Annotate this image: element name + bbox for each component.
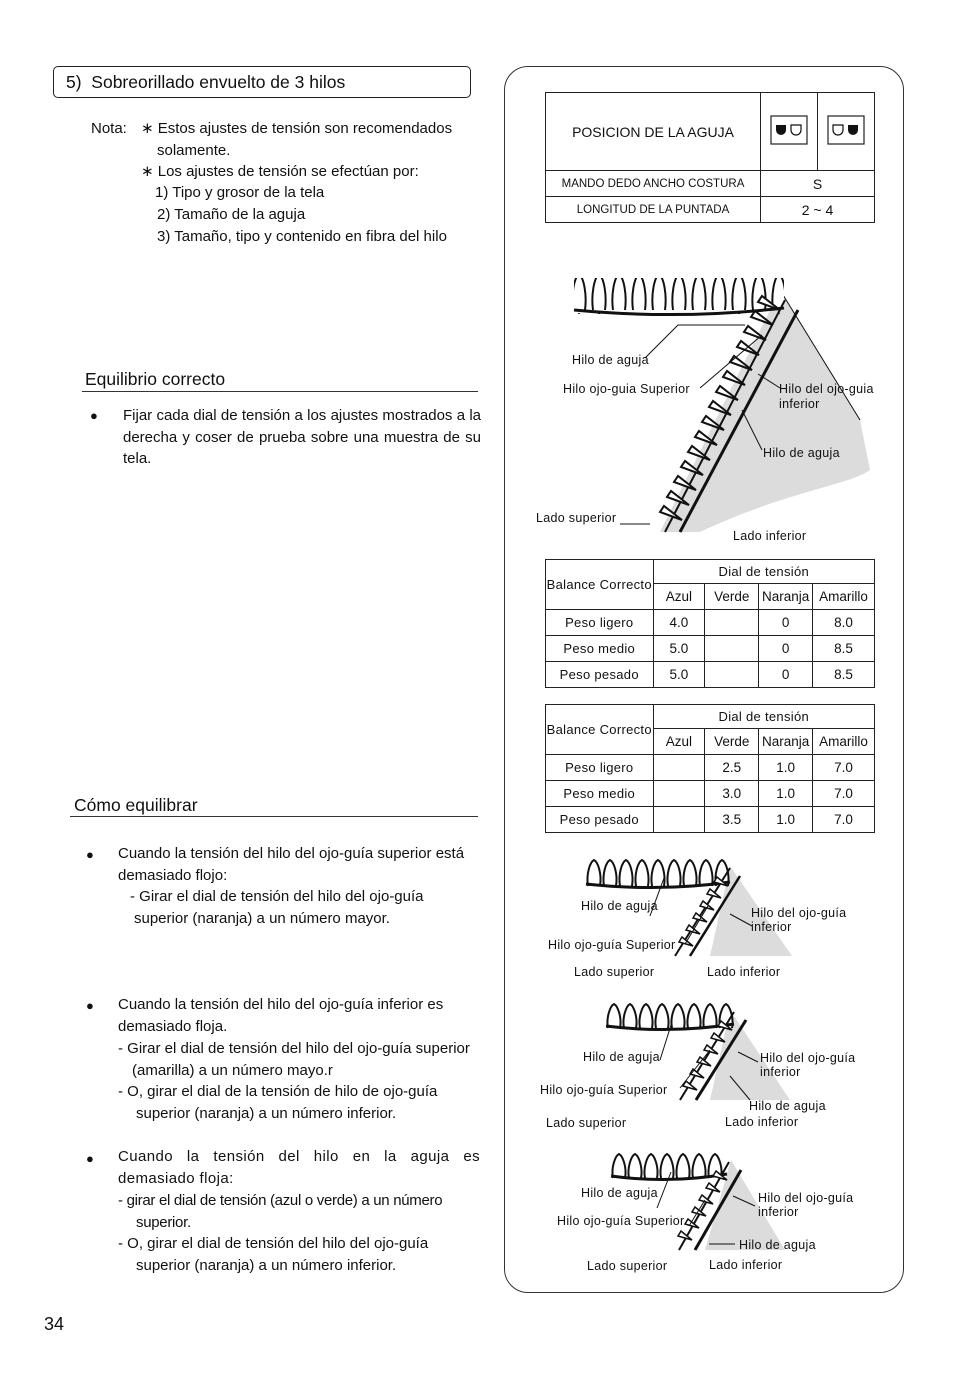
como-item-1-text: Cuando la tensión del hilo del ojo-guía superior está demasiado flojo: xyxy=(118,845,465,884)
s3-label-lado-inferior: Lado inferior xyxy=(709,1258,783,1272)
t2-r1-naranja: 1.0 xyxy=(759,755,813,781)
nota-line-4: 1) Tipo y grosor de la tela xyxy=(155,184,325,201)
needle-left-icon xyxy=(770,115,808,145)
pos-row-1-value: S xyxy=(761,171,875,197)
como-item-3-sub-1: - girar el dial de tensión (azul o verde) a un número superior. xyxy=(118,1192,443,1231)
t1-col-verde: Verde xyxy=(705,584,759,610)
tension-table-1 xyxy=(545,559,875,688)
s2-label-ojo-inferior-1: Hilo del ojo-guía xyxy=(760,1051,856,1065)
t2-r3-amarillo: 7.0 xyxy=(813,807,875,833)
bullet-icon: ● xyxy=(86,998,94,1013)
t2-r1-verde: 2.5 xyxy=(705,755,759,781)
main-label-ojo-superior: Hilo ojo-guia Superior xyxy=(563,382,690,396)
s2-label-ojo-inferior-2: inferior xyxy=(760,1065,801,1079)
main-label-lado-superior: Lado superior xyxy=(536,511,617,525)
pos-row-2-value: 2 ~ 4 xyxy=(761,197,875,223)
como-item-3-sub-2: - O, girar el dial de tensión del hilo del ojo-guía superior (naranja) a un número inferior. xyxy=(118,1235,429,1274)
main-label-hilo-aguja-top: Hilo de aguja xyxy=(572,353,649,367)
tension-table-2 xyxy=(545,704,875,833)
s2-label-hilo-aguja-2: Hilo de aguja xyxy=(749,1099,826,1113)
s3-label-ojo-superior: Hilo ojo-guía Superior xyxy=(557,1214,685,1228)
s1-label-hilo-aguja: Hilo de aguja xyxy=(581,899,658,913)
t1-row-1-label: Peso ligero xyxy=(546,610,654,636)
pos-row-1-label: MANDO DEDO ANCHO COSTURA xyxy=(546,171,761,197)
t2-row-1-label: Peso ligero xyxy=(546,755,654,781)
t2-col-naranja: Naranja xyxy=(759,729,813,755)
needle-right-icon xyxy=(827,115,865,145)
t2-col-amarillo: Amarillo xyxy=(813,729,875,755)
s1-label-lado-inferior: Lado inferior xyxy=(707,965,781,979)
t2-r2-amarillo: 7.0 xyxy=(813,781,875,807)
nota-line-1: ∗ Estos ajustes de tensión son recomendados xyxy=(141,120,453,137)
como-item-3-text: Cuando la tensión del hilo en la aguja es demasiado floja: xyxy=(118,1148,480,1187)
main-label-ojo-inferior-2: inferior xyxy=(779,397,820,411)
s3-label-lado-superior: Lado superior xyxy=(587,1259,668,1273)
s1-label-ojo-superior: Hilo ojo-guía Superior xyxy=(548,938,676,952)
section-number: 5) xyxy=(66,72,82,92)
t2-header-left: Balance Correcto xyxy=(546,705,654,755)
s1-label-ojo-inferior-2: inferior xyxy=(751,920,792,934)
t1-col-azul: Azul xyxy=(653,584,705,610)
needle-left-cell xyxy=(761,93,818,171)
t1-r3-azul: 5.0 xyxy=(653,662,705,688)
t2-row-3-label: Peso pesado xyxy=(546,807,654,833)
como-item-2-text: Cuando la tensión del hilo del ojo-guía inferior es demasiado floja. xyxy=(118,996,444,1035)
section-title xyxy=(66,72,345,93)
t2-r2-verde: 3.0 xyxy=(705,781,759,807)
s1-label-ojo-inferior-1: Hilo del ojo-guía xyxy=(751,906,847,920)
s3-label-hilo-aguja-2: Hilo de aguja xyxy=(739,1238,816,1252)
nota-line-3: ∗ Los ajustes de tensión se efectúan por: xyxy=(141,163,419,180)
t1-col-naranja: Naranja xyxy=(759,584,813,610)
t1-r2-azul: 5.0 xyxy=(653,636,705,662)
t2-r3-azul xyxy=(653,807,705,833)
t1-row-2-label: Peso medio xyxy=(546,636,654,662)
t1-r3-naranja: 0 xyxy=(759,662,813,688)
t1-r1-verde xyxy=(705,610,759,636)
s2-label-hilo-aguja: Hilo de aguja xyxy=(583,1050,660,1064)
bullet-icon: ● xyxy=(86,847,94,862)
t1-r2-amarillo: 8.5 xyxy=(813,636,875,662)
equilibrio-text: Fijar cada dial de tensión a los ajustes mostrados a la derecha y coser de prueba sobre una muestra de su tela. xyxy=(123,407,481,468)
main-label-lado-inferior: Lado inferior xyxy=(733,529,807,543)
s3-label-hilo-aguja: Hilo de aguja xyxy=(581,1186,658,1200)
section-title-text: Sobreorillado envuelto de 3 hilos xyxy=(91,72,346,92)
t2-col-azul: Azul xyxy=(653,729,705,755)
t2-col-verde: Verde xyxy=(705,729,759,755)
s2-label-ojo-superior: Hilo ojo-guía Superior xyxy=(540,1083,668,1097)
t2-r1-amarillo: 7.0 xyxy=(813,755,875,781)
equilibrio-rule xyxy=(82,391,478,392)
como-item-2-sub-1: - Girar el dial de tensión del hilo del ojo-guía superior (amarilla) a un número mayo.r xyxy=(118,1040,470,1079)
t1-row-3-label: Peso pesado xyxy=(546,662,654,688)
t1-header-right: Dial de tensión xyxy=(653,560,874,584)
main-label-ojo-inferior-1: Hilo del ojo-guia xyxy=(779,382,874,396)
t1-r3-verde xyxy=(705,662,759,688)
t2-r1-azul xyxy=(653,755,705,781)
pos-row-2-label: LONGITUD DE LA PUNTADA xyxy=(546,197,761,223)
como-item-2-sub-2: - O, girar el dial de la tensión de hilo de ojo-guía superior (naranja) a un número inferior. xyxy=(118,1083,438,1122)
t2-header-right: Dial de tensión xyxy=(653,705,874,729)
t2-r2-naranja: 1.0 xyxy=(759,781,813,807)
como-rule xyxy=(70,816,478,817)
nota-line-6: 3) Tamaño, tipo y contenido en fibra del hilo xyxy=(157,228,447,245)
page-number: 34 xyxy=(44,1314,65,1334)
nota-label: Nota: xyxy=(91,120,127,137)
needle-right-cell xyxy=(818,93,875,171)
nota-line-2: solamente. xyxy=(157,142,231,159)
needle-position-table xyxy=(545,92,875,223)
bullet-icon: ● xyxy=(86,1151,94,1166)
t1-r1-naranja: 0 xyxy=(759,610,813,636)
bullet-icon: ● xyxy=(90,408,98,423)
main-label-hilo-aguja-right: Hilo de aguja xyxy=(763,446,840,460)
equilibrio-title: Equilibrio correcto xyxy=(85,369,226,389)
t1-r1-amarillo: 8.0 xyxy=(813,610,875,636)
nota-line-5: 2) Tamaño de la aguja xyxy=(157,206,306,223)
como-title: Cómo equilibrar xyxy=(74,795,198,815)
s2-label-lado-inferior: Lado inferior xyxy=(725,1115,799,1129)
t2-r3-verde: 3.5 xyxy=(705,807,759,833)
s1-label-lado-superior: Lado superior xyxy=(574,965,655,979)
main-stitch-diagram xyxy=(530,270,890,550)
t2-r3-naranja: 1.0 xyxy=(759,807,813,833)
t1-r2-verde xyxy=(705,636,759,662)
como-item-1-sub-1: - Girar el dial de tensión del hilo del ojo-guía superior (naranja) a un número mayor. xyxy=(130,888,424,927)
t2-row-2-label: Peso medio xyxy=(546,781,654,807)
s3-label-ojo-inferior-1: Hilo del ojo-guía xyxy=(758,1191,854,1205)
s2-label-lado-superior: Lado superior xyxy=(546,1116,627,1130)
t1-col-amarillo: Amarillo xyxy=(813,584,875,610)
t1-r1-azul: 4.0 xyxy=(653,610,705,636)
t1-r2-naranja: 0 xyxy=(759,636,813,662)
t1-r3-amarillo: 8.5 xyxy=(813,662,875,688)
needle-position-title: POSICION DE LA AGUJA xyxy=(546,93,761,171)
t2-r2-azul xyxy=(653,781,705,807)
s3-label-ojo-inferior-2: inferior xyxy=(758,1205,799,1219)
t1-header-left: Balance Correcto xyxy=(546,560,654,610)
